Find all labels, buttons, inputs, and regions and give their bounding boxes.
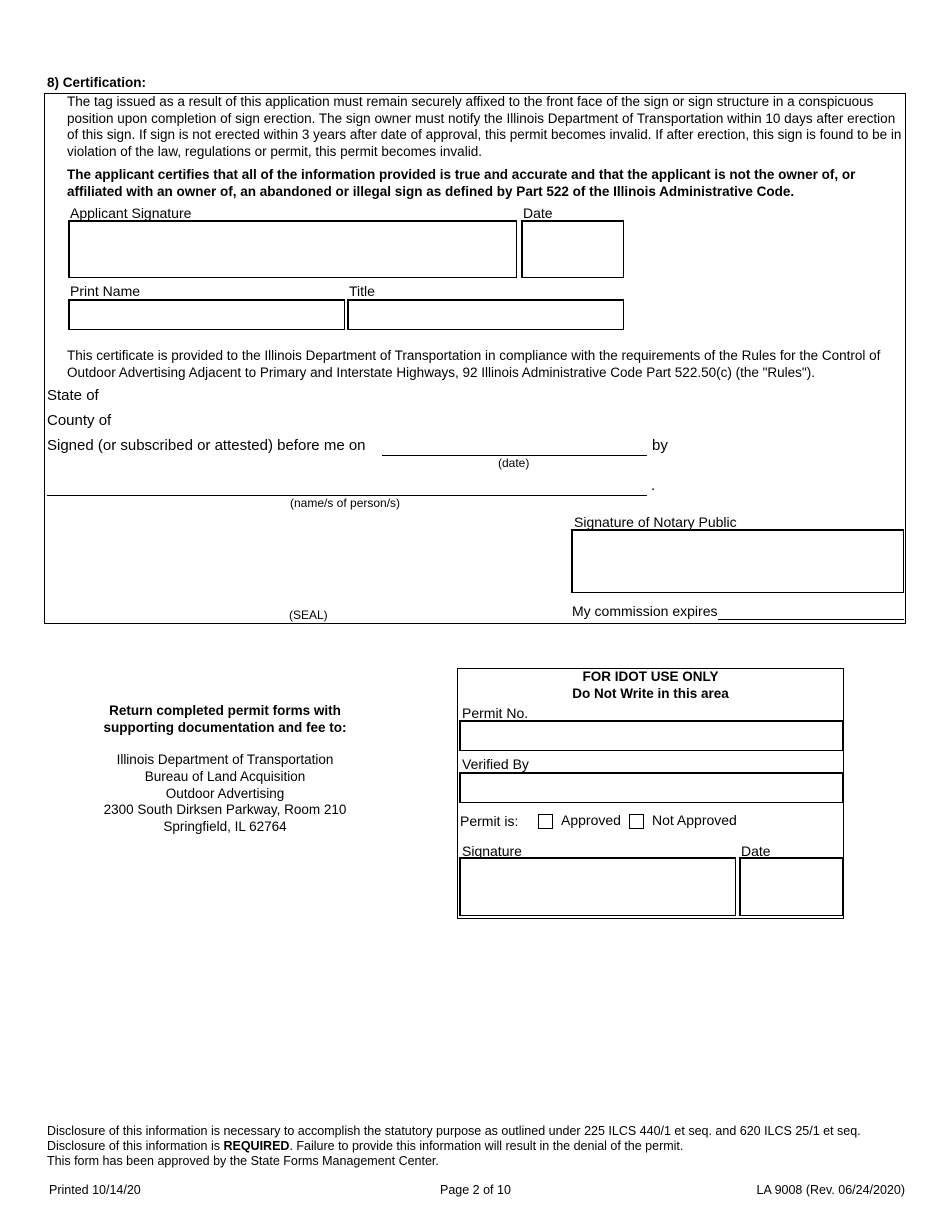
date-caption: (date) [498,456,530,470]
permit-no-field[interactable] [459,720,843,751]
section-heading: 8) Certification: [47,75,147,90]
title-field[interactable] [347,299,624,330]
idot-box-title: FOR IDOT USE ONLY [582,669,719,684]
applicant-signature-field[interactable] [68,220,517,278]
idot-box-subtitle: Do Not Write in this area [572,685,729,701]
not-approved-checkbox[interactable] [629,814,644,829]
print-name-field[interactable] [68,299,345,330]
applicant-signature-label: Applicant Signature [70,205,192,221]
commission-expires-label: My commission expires [572,603,718,619]
applicant-certification-paragraph: The applicant certifies that all of the information provided is true and accurate and that the applicant is not the owner of, or affiliated with an owner of, an abandoned or illegal sign as defined by Part 522 of the Illinois Administrative Code. [67,167,856,199]
form-id: LA 9008 (Rev. 06/24/2020) [756,1183,905,1197]
verified-by-label: Verified By [462,756,529,772]
permit-no-label: Permit No. [462,705,529,721]
not-approved-label: Not Approved [652,812,737,828]
notary-signature-field[interactable] [571,529,904,593]
rules-paragraph: This certificate is provided to the Illinois Department of Transportation in compliance with the requirements of the Rules for the Control of Outdoor Advertising Adjacent to Primary and Interstate Highways, 92 Illinois Administrative Code Part 522.50(c) (the "Rules"). [67,348,881,380]
county-label: County of [47,412,112,429]
disclosure-line2-post: . Failure to provide this information will result in the denial of the permit. [289,1139,684,1153]
approved-label: Approved [561,812,621,828]
disclosure-line1: Disclosure of this information is necessary to accomplish the statutory purpose as outlined under 225 ILCS 440/1 et seq. and 620 ILCS 25/1 et seq. [47,1124,861,1138]
idot-signature-field[interactable] [459,857,736,916]
disclosure-line2-pre: Disclosure of this information is [47,1139,224,1153]
approved-checkbox[interactable] [538,814,553,829]
permit-is-label: Permit is: [460,813,519,829]
print-name-label: Print Name [70,283,141,299]
seal-label: (SEAL) [289,608,328,622]
return-heading-line2: supporting documentation and fee to: [103,720,347,735]
disclosure-required: REQUIRED [223,1139,290,1153]
printed-date: Printed 10/14/20 [49,1183,141,1197]
verified-by-field[interactable] [459,772,843,803]
return-heading-line1: Return completed permit forms with [109,703,341,718]
period-mark: . [651,477,656,494]
tag-paragraph: The tag issued as a result of this application must remain securely affixed to the front face of the sign or sign structure in a conspicuous position upon completion of sign erection. The sign owner must notify the Illinois Department of Transportation within 10 days after erection of this sign. If sign is not erected within 3 years after date of approval, this permit becomes invalid. If after erection, this sign is found to be in violation of the law, regulations or permit, this permit becomes invalid. [67,94,902,159]
idot-box-heading [457,669,844,702]
idot-date-label: Date [741,843,771,859]
commission-expires-line[interactable] [718,619,904,620]
address-line: Springfield, IL 62764 [163,819,287,835]
names-caption: (name/s of person/s) [290,496,401,510]
date-label: Date [523,205,553,221]
disclosure-line2 [47,1139,861,1154]
page-number: Page 2 of 10 [440,1183,511,1197]
title-label: Title [349,283,375,299]
disclosure-block [47,1124,861,1169]
return-address [70,752,380,836]
return-heading [80,702,370,736]
applicant-date-field[interactable] [521,220,624,278]
address-line: Bureau of Land Acquisition [144,768,306,784]
state-label: State of [47,387,99,404]
idot-signature-label: Signature [462,843,522,859]
disclosure-line3: This form has been approved by the State Forms Management Center. [47,1154,439,1168]
by-label: by [652,437,668,454]
address-line: 2300 South Dirksen Parkway, Room 210 [103,802,347,818]
address-line: Outdoor Advertising [165,785,285,801]
idot-date-field[interactable] [739,857,843,916]
notary-signature-label: Signature of Notary Public [574,514,737,530]
address-line: Illinois Department of Transportation [116,752,334,767]
signed-before-label: Signed (or subscribed or attested) before me on [47,437,366,454]
